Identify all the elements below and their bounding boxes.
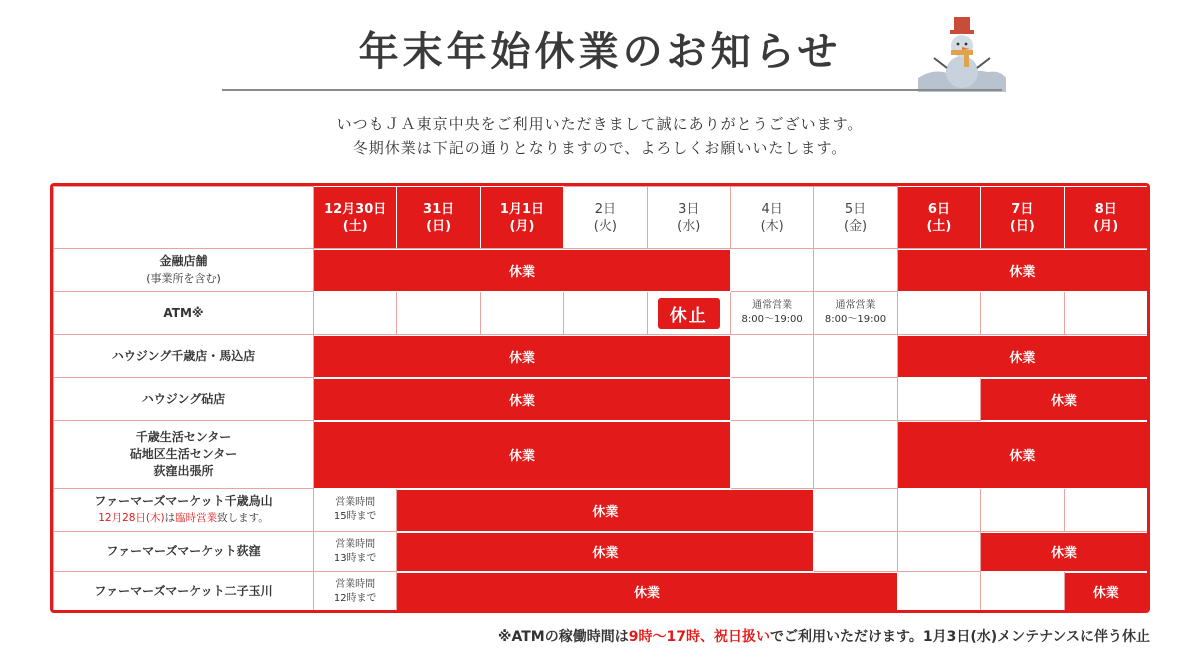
open-cell <box>981 292 1064 335</box>
row-label: ハウジング砧店 <box>54 378 314 421</box>
row-label: ファーマーズマーケット千歳烏山 12月28日(木)は臨時営業致します。 <box>54 489 314 532</box>
day-header: 2日 (火) <box>564 187 647 249</box>
open-cell <box>814 378 897 421</box>
closed-bar: 休業 <box>397 489 814 532</box>
row-atm <box>54 292 1148 335</box>
open-cell <box>981 572 1064 612</box>
open-cell <box>981 489 1064 532</box>
day-header: 3日 (水) <box>647 187 730 249</box>
open-cell <box>897 378 980 421</box>
open-cell <box>814 249 897 292</box>
row-fm-chitose <box>54 489 1148 532</box>
open-cell <box>397 292 480 335</box>
closed-bar: 休業 <box>1064 572 1147 612</box>
snowman-icon <box>918 10 1006 92</box>
day-header: 8日 (月) <box>1064 187 1147 249</box>
row-fm-tamagawa <box>54 572 1148 612</box>
closed-bar: 休業 <box>314 378 731 421</box>
normal-hours-cell: 通常営業 8:00～19:00 <box>730 292 813 335</box>
open-cell <box>1064 292 1147 335</box>
row-label: ATM※ <box>54 292 314 335</box>
closed-bar: 休業 <box>314 421 731 489</box>
open-cell <box>1064 489 1147 532</box>
row-housing-kinuta <box>54 378 1148 421</box>
open-cell <box>730 421 813 489</box>
closed-bar: 休業 <box>981 532 1148 572</box>
open-cell <box>814 335 897 378</box>
row-kinyu <box>54 249 1148 292</box>
closed-bar: 休業 <box>397 532 814 572</box>
title-divider <box>222 89 1002 91</box>
closed-bar: 休業 <box>314 335 731 378</box>
open-cell <box>814 421 897 489</box>
day-header: 1月1日 (月) <box>480 187 563 249</box>
row-housing-chitose <box>54 335 1148 378</box>
day-header: 31日 (日) <box>397 187 480 249</box>
open-cell <box>814 489 897 532</box>
intro-text <box>200 112 1000 160</box>
open-cell <box>480 292 563 335</box>
row-label: ファーマーズマーケット二子玉川 <box>54 572 314 612</box>
header-row <box>54 187 1148 249</box>
open-cell <box>730 249 813 292</box>
atm-footnote: ※ATMの稼働時間は9時～17時、祝日扱いでご利用いただけます。1月3日(水)メンテナンスに伴う休止 <box>497 629 1150 645</box>
open-cell <box>314 292 397 335</box>
open-cell <box>730 335 813 378</box>
stop-badge: 休止 <box>658 298 720 329</box>
row-label: ファーマーズマーケット荻窪 <box>54 532 314 572</box>
open-cell <box>897 489 980 532</box>
day-header: 7日 (日) <box>981 187 1064 249</box>
closed-bar: 休業 <box>981 378 1148 421</box>
row-label: ハウジング千歳店・馬込店 <box>54 335 314 378</box>
day-header: 4日 (木) <box>730 187 813 249</box>
intro-line-2: 冬期休業は下記の通りとなりますので、よろしくお願いいたします。 <box>352 139 848 157</box>
hours-cell: 営業時間 13時まで <box>314 532 397 572</box>
closed-bar: 休業 <box>897 421 1147 489</box>
hours-cell: 営業時間 12時まで <box>314 572 397 612</box>
row-label: 金融店舗 (事業所を含む) <box>54 249 314 292</box>
normal-hours-cell: 通常営業 8:00～19:00 <box>814 292 897 335</box>
open-cell <box>897 572 980 612</box>
open-cell <box>897 292 980 335</box>
day-header: 5日 (金) <box>814 187 897 249</box>
day-header: 6日 (土) <box>897 187 980 249</box>
page-title: 年末年始休業のお知らせ <box>358 29 842 75</box>
closed-bar: 休業 <box>897 249 1147 292</box>
open-cell <box>897 532 980 572</box>
open-cell <box>564 292 647 335</box>
row-center <box>54 421 1148 489</box>
closed-bar: 休業 <box>397 572 897 612</box>
schedule-table <box>50 183 1150 613</box>
header-corner <box>54 187 314 249</box>
closed-bar: 休業 <box>897 335 1147 378</box>
row-fm-ogikubo <box>54 532 1148 572</box>
hours-cell: 営業時間 15時まで <box>314 489 397 532</box>
intro-line-1: いつもＪＡ東京中央をご利用いただきまして誠にありがとうございます。 <box>336 115 864 133</box>
open-cell <box>814 532 897 572</box>
stop-cell <box>647 292 730 335</box>
row-label: 千歳生活センター 砧地区生活センター 荻窪出張所 <box>54 421 314 489</box>
day-header: 12月30日 (土) <box>314 187 397 249</box>
closed-bar: 休業 <box>314 249 731 292</box>
open-cell <box>730 378 813 421</box>
